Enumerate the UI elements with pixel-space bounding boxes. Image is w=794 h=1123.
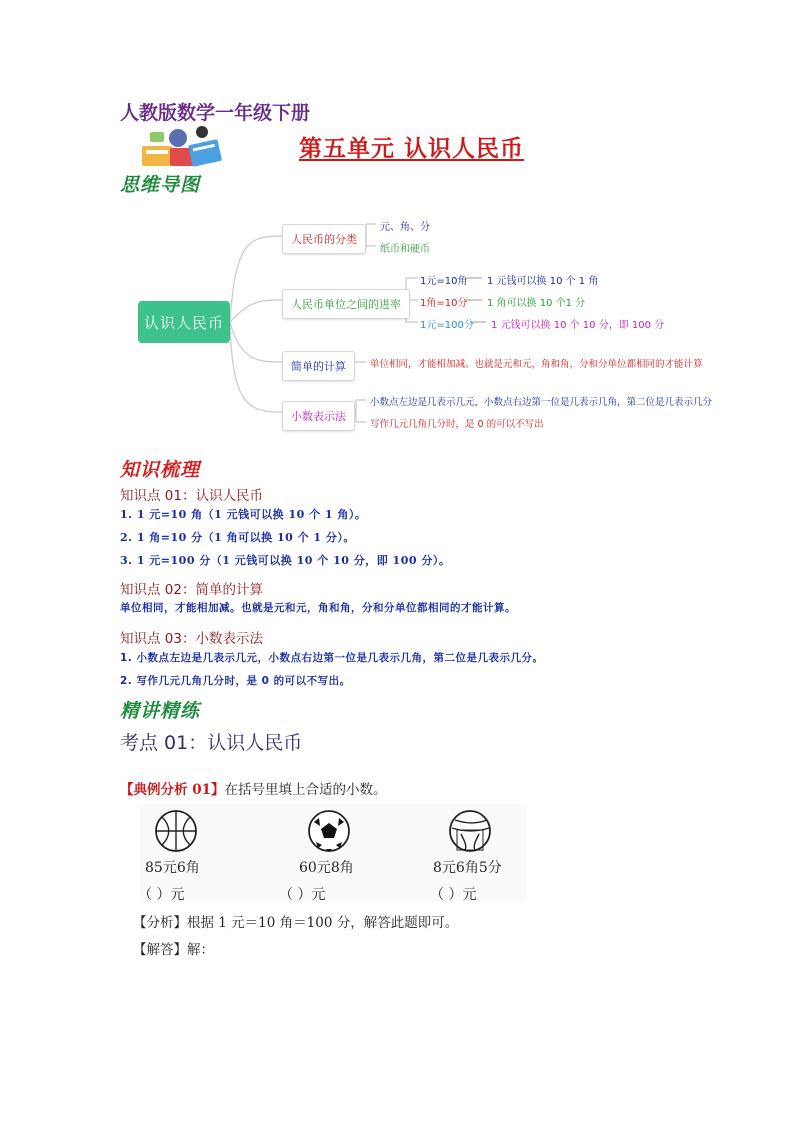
mindmap-leaf-yuan-jiao: 1元=10角 bbox=[420, 276, 468, 287]
mindmap-detail-yuan-jiao: 1 元钱可以换 10 个 1 角 bbox=[487, 276, 599, 287]
mindmap-leaf-jiao-fen: 1角=10分 bbox=[420, 298, 468, 309]
knowledge-point-1-line-2: 2. 1 角=10 分（1 角可以换 10 个 1 分）。 bbox=[120, 531, 355, 544]
knowledge-point-2-title: 知识点 02：简单的计算 bbox=[120, 582, 263, 598]
mindmap-detail-yuan-fen: 1 元钱可以换 10 个 10 分，即 100 分 bbox=[491, 320, 665, 331]
basketball-icon bbox=[153, 808, 199, 854]
example-text: 在括号里填上合适的小数。 bbox=[224, 782, 387, 798]
knowledge-point-1-line-3: 3. 1 元=100 分（1 元钱可以换 10 个 10 分，即 100 分）。 bbox=[120, 554, 451, 567]
kaodian-title: 考点 01：认识人民币 bbox=[120, 732, 303, 754]
analysis-text: 根据 1 元＝10 角＝100 分，解答此题即可。 bbox=[187, 915, 459, 931]
mindmap-detail-jiao-fen: 1 角可以换 10 个1 分 bbox=[487, 298, 586, 309]
book-title: 人教版数学一年级下册 bbox=[120, 102, 311, 124]
item-price-2: 60元8角 bbox=[299, 860, 354, 876]
mindmap-leaf-paper-coin: 纸币和硬币 bbox=[380, 244, 430, 255]
mindmap-branch-classification: 人民币的分类 bbox=[282, 224, 366, 254]
mindmap-branch-simple-calc: 简单的计算 bbox=[282, 351, 355, 381]
answer-blank-3[interactable]: （ ）元 bbox=[430, 887, 477, 903]
knowledge-point-3-line-2: 2. 写作几元几角几分时，是 0 的可以不写出。 bbox=[120, 675, 351, 687]
knowledge-point-1-title: 知识点 01：认识人民币 bbox=[120, 488, 263, 504]
mindmap-leaf-zero-rule: 写作几元几角几分时，是 0 的可以不写出 bbox=[370, 419, 544, 430]
answer-line bbox=[133, 938, 214, 958]
answer-blank-2[interactable]: （ ）元 bbox=[279, 887, 326, 903]
knowledge-point-1-line-1: 1. 1 元=10 角（1 元钱可以换 10 个 1 角）。 bbox=[120, 508, 367, 521]
analysis-tag: 【分析】 bbox=[133, 915, 187, 931]
mindmap-leaf-decimal-rule: 小数点左边是几表示几元，小数点右边第一位是几表示几角，第二位是几表示几分 bbox=[370, 397, 713, 408]
answer-blank-1[interactable]: （ ）元 bbox=[138, 887, 185, 903]
mindmap-leaf-units: 元、角、分 bbox=[380, 222, 430, 233]
answer-tag: 【解答】 bbox=[133, 942, 187, 958]
section-mindmap-heading: 思维导图 bbox=[120, 174, 201, 196]
section-practice-heading: 精讲精练 bbox=[120, 700, 201, 722]
analysis-line bbox=[133, 911, 458, 931]
knowledge-point-2-line-1: 单位相同，才能相加减。也就是元和元，角和角，分和分单位都相同的才能计算。 bbox=[120, 602, 516, 614]
mindmap-root: 认识人民币 bbox=[138, 301, 230, 343]
section-knowledge-heading: 知识梳理 bbox=[120, 459, 201, 481]
item-price-1: 85元6角 bbox=[145, 860, 200, 876]
mindmap-branch-unit-rates: 人民币单位之间的进率 bbox=[282, 289, 410, 319]
answer-text: 解： bbox=[187, 942, 214, 958]
example-tag: 【典例分析 01】 bbox=[120, 782, 225, 798]
mindmap-leaf-yuan-fen: 1元=100分 bbox=[420, 320, 474, 331]
volleyball-icon bbox=[447, 808, 493, 854]
soccer-ball-icon bbox=[306, 808, 352, 854]
item-price-3: 8元6角5分 bbox=[433, 860, 502, 876]
knowledge-point-3-line-1: 1. 小数点左边是几表示几元，小数点右边第一位是几表示几角，第二位是几表示几分。 bbox=[120, 652, 544, 664]
mindmap-branch-decimal: 小数表示法 bbox=[282, 401, 355, 431]
knowledge-point-3-title: 知识点 03：小数表示法 bbox=[120, 631, 263, 647]
unit-title: 第五单元 认识人民币 bbox=[299, 136, 525, 162]
mindmap-leaf-calc-rule: 单位相同，才能相加减。也就是元和元，角和角，分和分单位都相同的才能计算 bbox=[370, 359, 703, 370]
example-prompt bbox=[120, 778, 387, 798]
